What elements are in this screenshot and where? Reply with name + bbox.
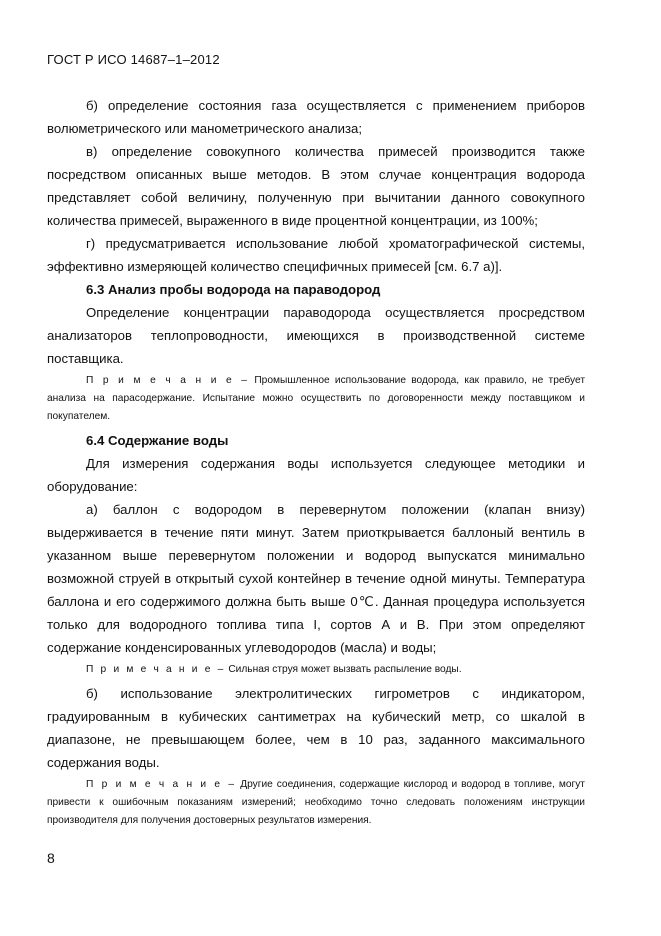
note-1-label: П р и м е ч а н и е –	[86, 375, 250, 386]
paragraph-water-item-a: а) баллон с водородом в перевернутом положении (клапан внизу) выдерживается в течение пяти минут. Затем приоткрывается баллоный вентиль в указанном выше перевернутом положении и водород выпускатся минимально возможной струей в открытый сухой контейнер в течение одной минуты. Температура баллона и его содержимого должна быть выше 0℃. Данная процедура используется только для водородного топлива типа I, сортов А и В. При этом определяют содержание конденсированных углеводородов (масла) и воды;	[47, 502, 585, 655]
paragraph-item-b: б) определение состояния газа осуществляется с применением приборов волюметрического или манометрического анализа;	[47, 98, 585, 136]
document-body	[47, 94, 585, 833]
document-header: ГОСТ Р ИСО 14687–1–2012	[47, 52, 220, 67]
note-1-text: Промышленное использование водорода, как правило, не требует анализа на парасодержание. Испытание можно осуществить по договоренности между поставщиком и покупателем.	[47, 375, 585, 422]
section-6-4-intro: Для измерения содержания воды используется следующее методики и оборудование:	[47, 456, 585, 494]
section-6-3-heading: 6.3 Анализ пробы водорода на параводород	[86, 282, 381, 297]
paragraph-item-g: г) предусматривается использование любой хроматографической системы, эффективно измеряющей количество специфичных примесей [см. 6.7 а)].	[47, 236, 585, 274]
section-6-4-heading: 6.4 Содержание воды	[86, 433, 229, 448]
paragraph-item-v: в) определение совокупного количества примесей производится также посредством описанных выше методов. В этом случае концентрация водорода представляет собой величину, полученную при вычитании данного совокупного количества примесей, выраженного в виде процентной концентрации, из 100%;	[47, 144, 585, 228]
paragraph-water-item-b: б) использование электролитических гигрометров с индикатором, градуированным в кубических сантиметрах на кубический метр, со шкалой в диапазоне, не превышающем более, чем в 10 раз, заданного максимального содержания воды.	[47, 686, 585, 770]
note-2-label: П р и м е ч а н и е –	[86, 664, 226, 675]
note-3-text: Другие соединения, содержащие кислород и водород в топливе, могут привести к ошибочным показаниям измерений; необходимо точно следовать положениям инструкции производителя для получения достоверных результатов измерения.	[47, 779, 585, 826]
note-2	[47, 661, 585, 679]
section-6-3-paragraph: Определение концентрации параводорода осуществляется просредством анализаторов теплопроводности, имеющихся в производственной системе поставщика.	[47, 305, 585, 366]
page-number: 8	[47, 850, 55, 866]
note-3	[47, 776, 585, 830]
note-2-text: Сильная струя может вызвать распыление воды.	[225, 664, 462, 675]
note-3-label: П р и м е ч а н и е –	[86, 779, 237, 790]
note-1	[47, 372, 585, 426]
